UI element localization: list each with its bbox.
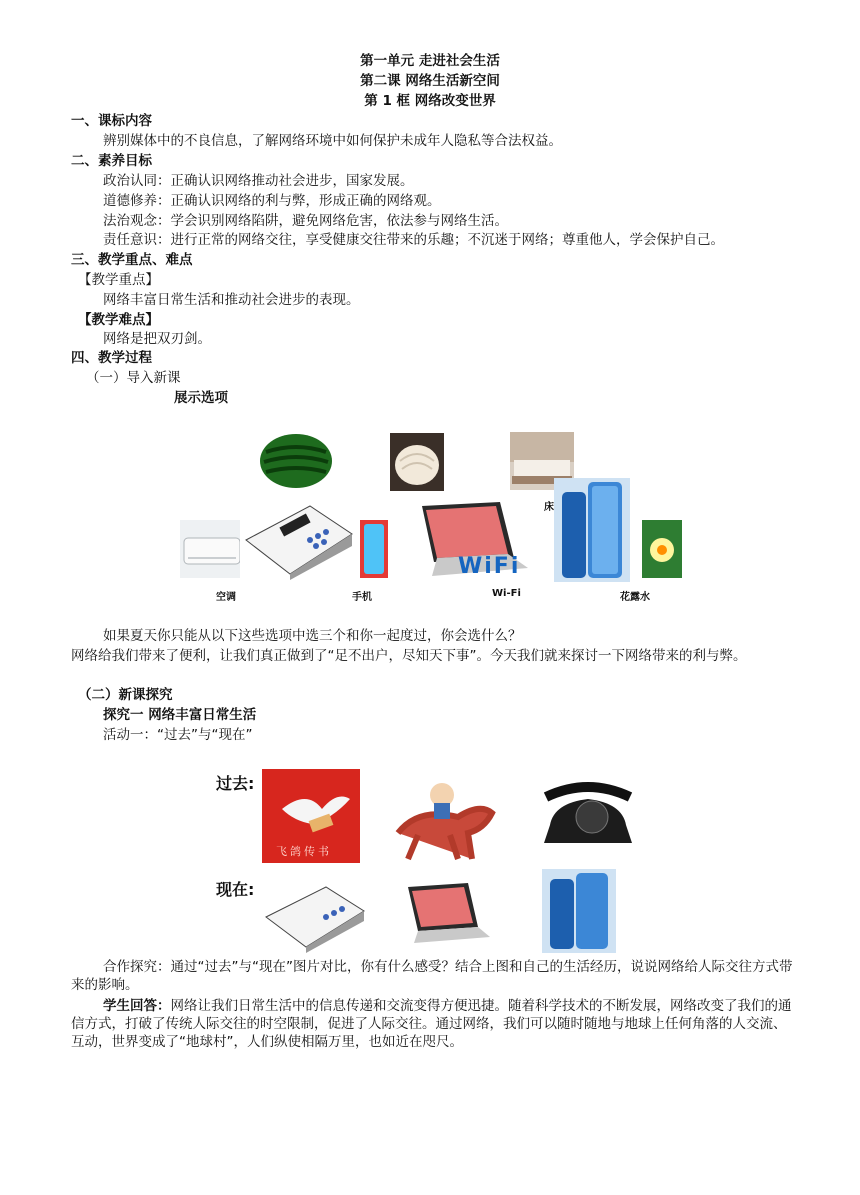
unit-title: 第一单元 走进社会生活 bbox=[360, 53, 500, 69]
section-1-text: 辨别媒体中的不良信息，了解网络环境中如何保护未成年人隐私等合法权益。 bbox=[103, 133, 562, 149]
bed-caption: 床 bbox=[544, 502, 554, 513]
section-4-heading: 四、教学过程 bbox=[71, 350, 152, 366]
fax-machine-image bbox=[240, 500, 358, 580]
wifi-caption: Wi-Fi bbox=[492, 588, 521, 599]
phone-small-image bbox=[360, 520, 388, 578]
pigeon-post-text: 飞鸽传书 bbox=[276, 845, 332, 858]
discussion-question: 合作探究：通过“过去”与“现在”图片对比，你有什么感受？结合上图和自己的生活经历，说说网络给人际交往方式带来的影响。 bbox=[71, 959, 793, 993]
step-intro-heading: （一）导入新课 bbox=[86, 370, 181, 386]
flower-water-caption: 花露水 bbox=[620, 592, 650, 603]
goal-responsibility: 责任意识：进行正常的网络交往，享受健康交往带来的乐趣；不沉迷于网络；尊重他人，学会保护自己。 bbox=[103, 232, 724, 248]
lesson-title: 第二课 网络生活新空间 bbox=[360, 73, 500, 89]
key-point-text: 网络丰富日常生活和推动社会进步的表现。 bbox=[103, 292, 360, 308]
phone-caption: 手机 bbox=[352, 592, 372, 603]
step-explore-heading: （二）新课探究 bbox=[78, 687, 173, 703]
activity-one-label: 活动一：“过去”与“现在” bbox=[103, 727, 253, 743]
watermelon-image bbox=[258, 432, 334, 490]
flower-water-image bbox=[642, 520, 682, 578]
horse-messenger-image bbox=[388, 773, 506, 865]
options-figure bbox=[180, 428, 690, 603]
fax-machine-now-image bbox=[260, 881, 370, 953]
past-label: 过去: bbox=[216, 774, 255, 793]
section-1-heading: 一、课标内容 bbox=[71, 113, 152, 129]
section-3-heading: 三、教学重点、难点 bbox=[71, 252, 193, 268]
student-answer-label: 学生回答： bbox=[103, 998, 171, 1014]
wifi-logo: WiFi bbox=[458, 554, 521, 579]
rotary-phone-image bbox=[536, 773, 640, 861]
laptop-now-image bbox=[396, 881, 492, 947]
air-conditioner-caption: 空调 bbox=[216, 592, 236, 603]
air-conditioner-image bbox=[180, 520, 240, 578]
fan-image bbox=[390, 433, 444, 491]
difficulty-text: 网络是把双刃剑。 bbox=[103, 331, 211, 347]
inquiry-one-heading: 探究一 网络丰富日常生活 bbox=[103, 707, 257, 723]
difficulty-label: 【教学难点】 bbox=[78, 312, 159, 328]
phone-blue-image bbox=[554, 478, 630, 582]
section-2-heading: 二、素养目标 bbox=[71, 153, 152, 169]
goal-political: 政治认同：正确认识网络推动社会进步，国家发展。 bbox=[103, 173, 414, 189]
student-answer bbox=[71, 997, 796, 1051]
show-options-label: 展示选项 bbox=[174, 390, 228, 406]
pigeon-post-image bbox=[262, 769, 360, 863]
smartphone-now-image bbox=[542, 869, 616, 953]
goal-legal: 法治观念：学会识别网络陷阱，避免网络危害，依法参与网络生活。 bbox=[103, 213, 508, 229]
student-answer-text: 网络让我们日常生活中的信息传递和交流变得方便迅捷。随着科学技术的不断发展，网络改变了我们的通信方式，打破了传统人际交往的时空限制，促进了人际交往。通过网络，我们可以随时随地与地球上任何角落的人交流、互动，世界变成了“地球村”，人们纵使相隔万里，也如近在咫尺。 bbox=[71, 998, 792, 1050]
intro-paragraph: 网络给我们带来了便利，让我们真正做到了“足不出户，尽知天下事”。今天我们就来探讨一下网络带来的利与弊。 bbox=[71, 648, 747, 664]
past-now-figure bbox=[210, 765, 650, 955]
intro-question: 如果夏天你只能从以下这些选项中选三个和你一起度过，你会选什么？ bbox=[103, 628, 522, 644]
goal-moral: 道德修养：正确认识网络的利与弊，形成正确的网络观。 bbox=[103, 193, 441, 209]
frame-title: 第 1 框 网络改变世界 bbox=[364, 93, 496, 109]
now-label: 现在: bbox=[216, 880, 255, 899]
key-point-label: 【教学重点】 bbox=[78, 272, 159, 288]
